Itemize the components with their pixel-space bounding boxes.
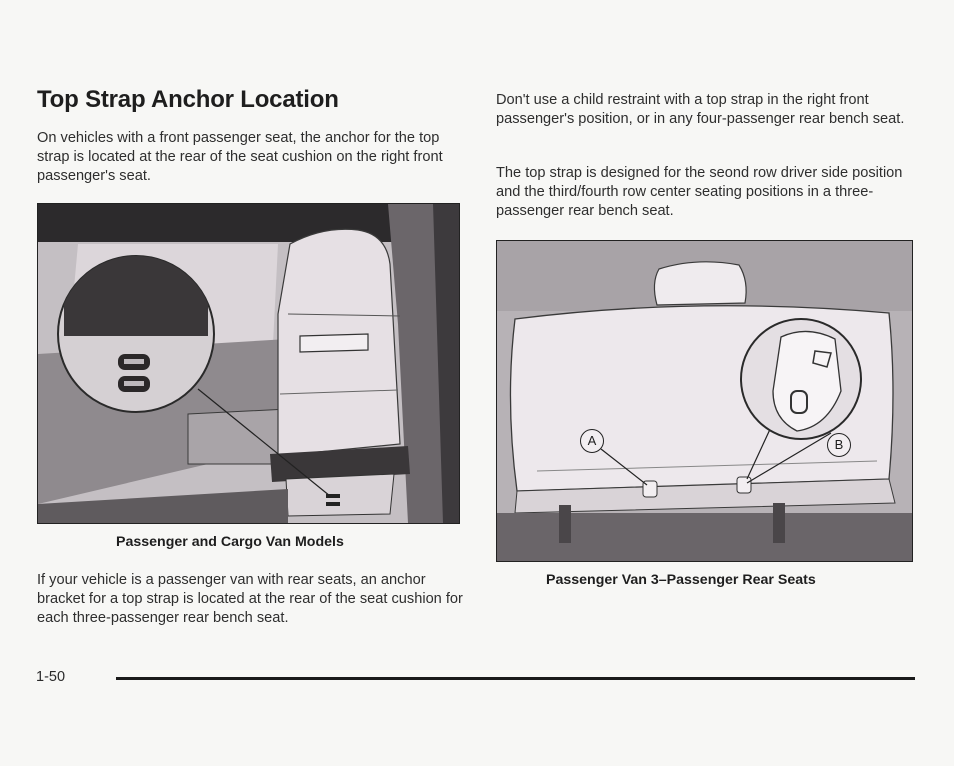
rear-seat-paragraph: If your vehicle is a passenger van with rear seats, an anchor bracket for a top strap is located at the rear of the seat cushion for each three-passenger rear bench seat.: [37, 572, 463, 626]
warning-paragraph: Don't use a child restraint with a top strap in the right front passenger's position, or in any four-passenger rear bench seat.: [496, 92, 905, 127]
rear-bench-illustration: [496, 240, 913, 562]
front-seat-illustration: [37, 203, 460, 524]
callout-a: A: [580, 429, 604, 453]
left-figure-caption: Passenger and Cargo Van Models: [116, 534, 344, 550]
right-figure-caption: Passenger Van 3–Passenger Rear Seats: [546, 572, 816, 588]
intro-paragraph: On vehicles with a front passenger seat, the anchor for the top strap is located at the rear of the seat cushion on the right front passenger's seat.: [37, 130, 443, 184]
callout-b: B: [827, 433, 851, 457]
page-title: Top Strap Anchor Location: [37, 86, 339, 113]
design-paragraph: The top strap is designed for the seond row driver side position and the third/fourth row center seating positions in a three-passenger rear bench seat.: [496, 165, 903, 219]
footer-rule: [116, 677, 915, 680]
page-number: 1-50: [36, 669, 66, 685]
